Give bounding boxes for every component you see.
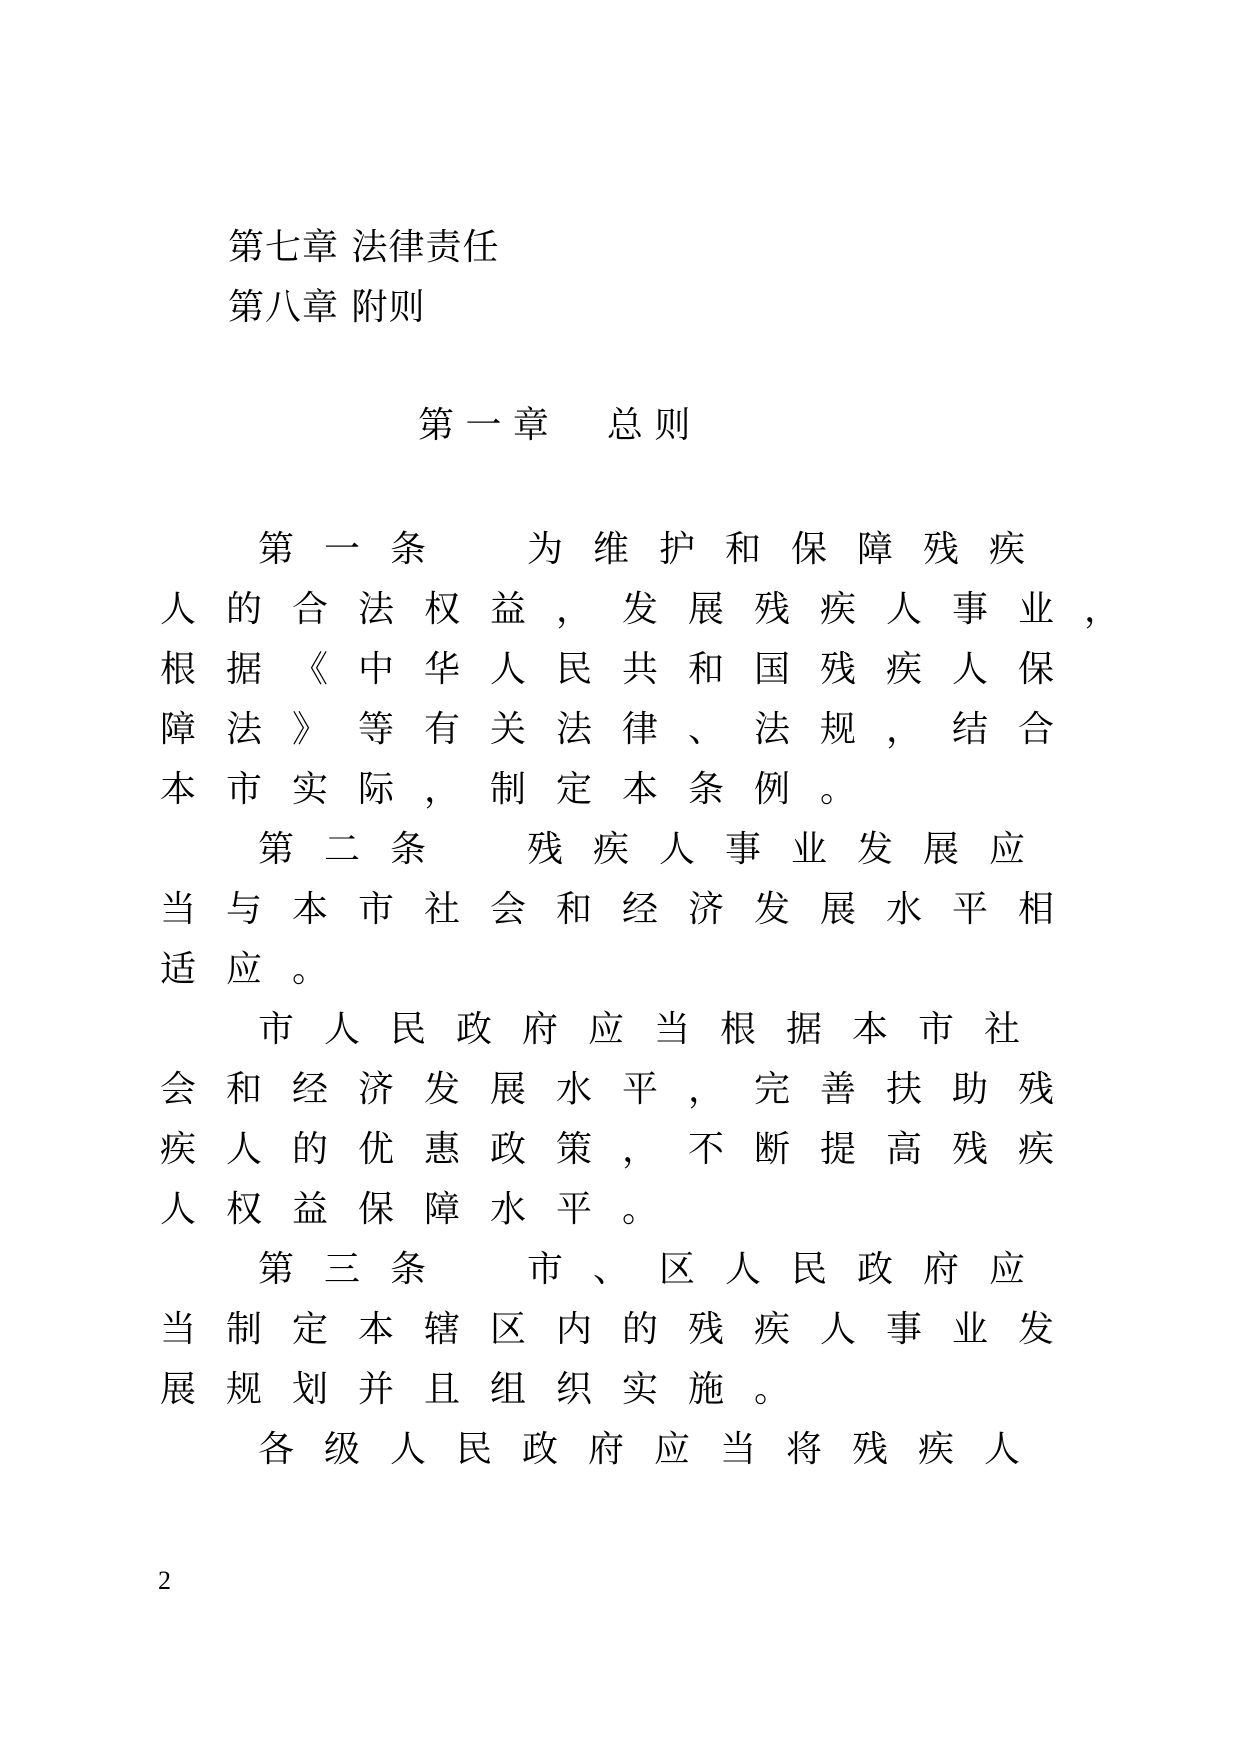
article-2-text-line: 当与本市社会和经济发展水平相 (160, 889, 1085, 930)
article-2-text-line: 疾人的优惠政策，不断提高残疾 (160, 1129, 1085, 1170)
article-1-text-line: 根据《中华人民共和国残疾人保 (160, 649, 1085, 690)
article-1-label: 第一条 (258, 529, 457, 570)
article-2-text-line: 残疾人事业发展应 (527, 829, 1056, 870)
article-3-text-line: 展规划并且组织实施。 (160, 1369, 821, 1410)
page-number: 2 (158, 1566, 171, 1595)
article-1-text-line: 人的合法权益，发展残疾人事业， (160, 589, 1151, 630)
article-1-text-line: 本市实际，制定本条例。 (160, 769, 887, 810)
article-3-label: 第三条 (258, 1249, 457, 1290)
chapter-name: 总 则 (606, 405, 691, 446)
article-2-text-line: 市人民政府应当根据本市社 (258, 1009, 1051, 1050)
toc-item-chapter-7: 第七章 法律责任 (228, 227, 500, 268)
article-2-text-line: 会和经济发展水平，完善扶助残 (160, 1069, 1085, 1110)
article-1-text-line: 为维护和保障残疾 (527, 529, 1056, 570)
article-3-text-line: 各级人民政府应当将残疾人 (258, 1429, 1051, 1470)
chapter-title (418, 405, 691, 446)
article-2-label: 第二条 (258, 829, 457, 870)
article-2-text-line: 人权益保障水平。 (160, 1189, 689, 1230)
article-3-text-line: 市、区人民政府应 (527, 1249, 1056, 1290)
chapter-number: 第 一 章 (418, 405, 549, 446)
article-1-text-line: 障法》等有关法律、法规，结合 (160, 709, 1085, 750)
article-3-text-line: 当制定本辖区内的残疾人事业发 (160, 1309, 1085, 1350)
article-2-text-line: 适应。 (160, 949, 359, 990)
toc-item-chapter-8: 第八章 附则 (228, 287, 426, 328)
